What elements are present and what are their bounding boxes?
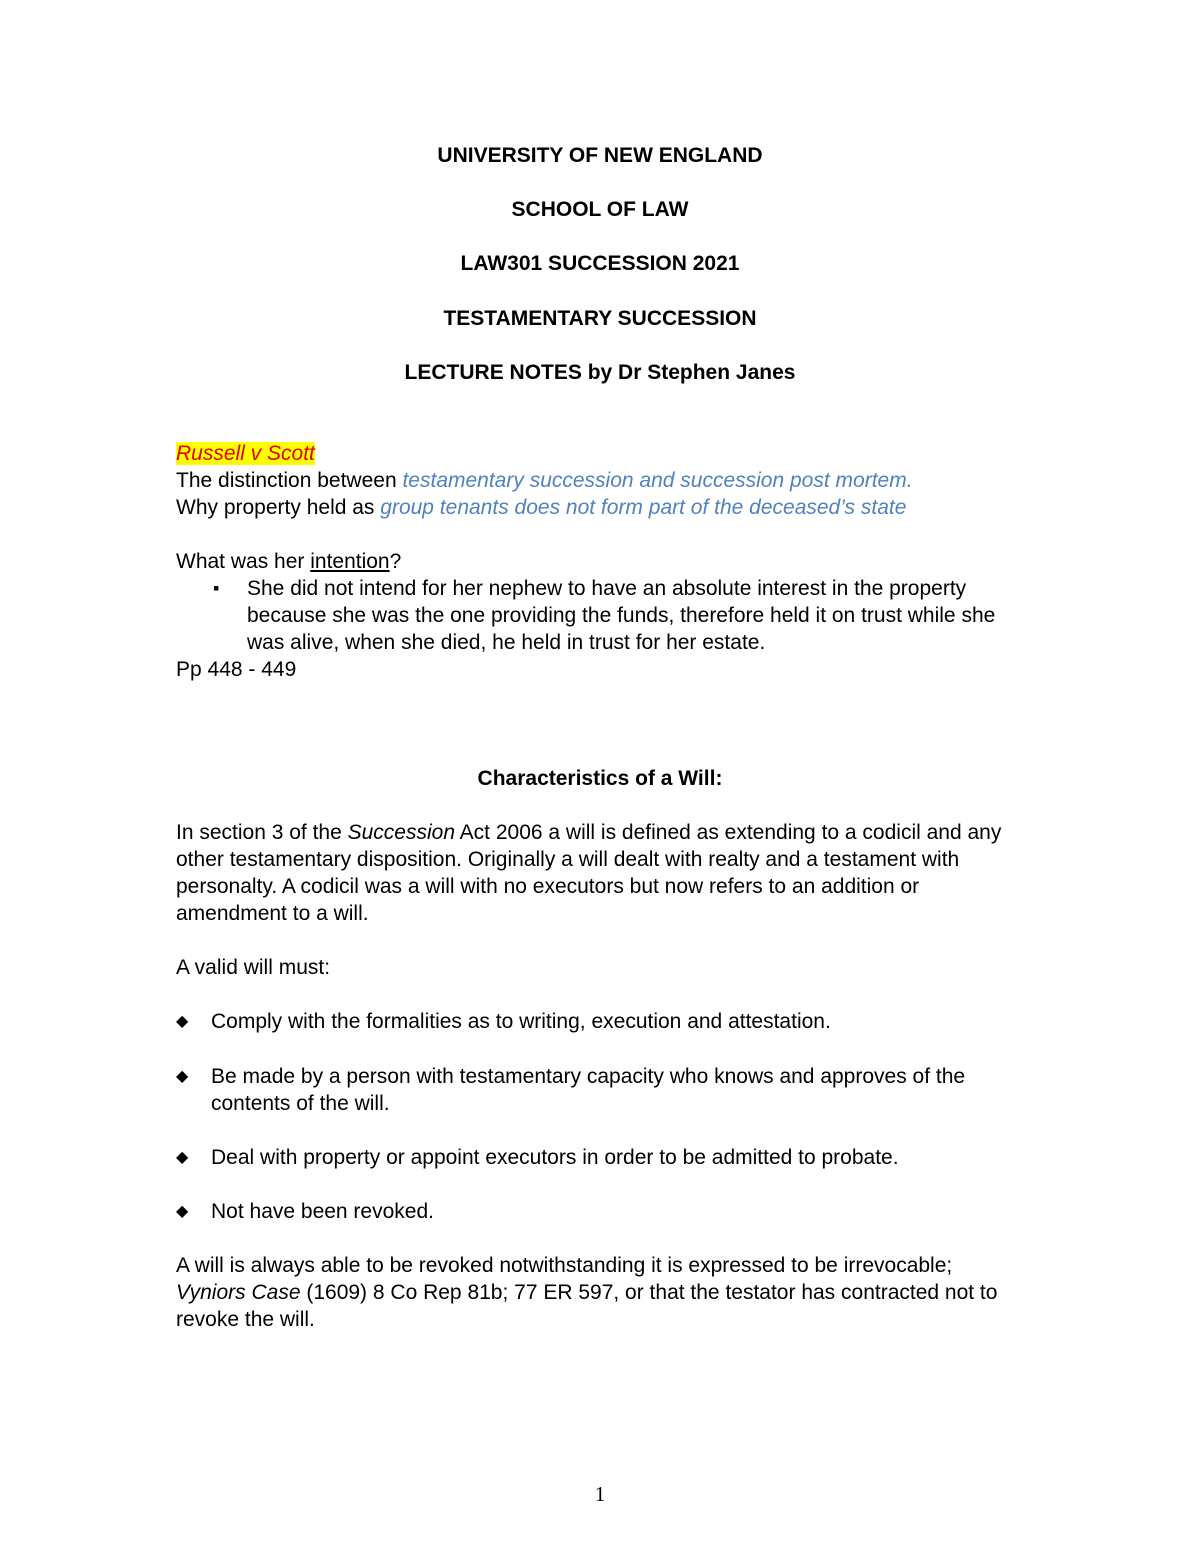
valid-will-intro: A valid will must: xyxy=(176,956,331,979)
requirement-item: Not have been revoked. xyxy=(211,1200,434,1223)
characteristics-heading: Characteristics of a Will: xyxy=(477,767,723,790)
revocation-part-b: (1609) 8 Co Rep 81b; 77 ER 597, or that the testator has contracted not to revoke the will. xyxy=(176,1281,998,1331)
question-underlined: intention xyxy=(310,550,390,573)
revocation-part-a: A will is always able to be revoked notwithstanding it is expressed to be irrevocable; xyxy=(176,1254,953,1277)
question-prefix: What was her xyxy=(176,550,311,573)
school-heading: SCHOOL OF LAW xyxy=(511,198,689,221)
definition-paragraph xyxy=(176,819,1026,927)
definition-italic: Succession xyxy=(347,821,455,844)
requirement-item: Deal with property or appoint executors in order to be admitted to probate. xyxy=(211,1146,899,1169)
revocation-italic: Vyniors Case xyxy=(176,1281,301,1304)
case-title: Russell v Scott xyxy=(176,442,315,465)
question-suffix: ? xyxy=(389,550,402,573)
diamond-bullet-icon: ◆ xyxy=(176,1068,189,1085)
definition-part-a: In section 3 of the xyxy=(176,821,348,844)
author-heading: LECTURE NOTES by Dr Stephen Janes xyxy=(404,361,796,384)
definition-part-b: Act 2006 a will is defined as extending to a codicil and any other testamentary disposition. Originally a will dealt with realty and a testament with personalty. A codicil was a will with no executors but now refers to an addition or amendment to a will. xyxy=(176,821,1002,925)
intention-bullet-text: She did not intend for her nephew to have an absolute interest in the property because she was the one providing the funds, therefore held it on trust while she was alive, when she died, he held in trust for her estate. xyxy=(247,577,996,654)
distinction-emphasis: testamentary succession and succession post mortem xyxy=(402,469,907,492)
diamond-bullet-icon: ◆ xyxy=(176,1013,189,1030)
distinction-line xyxy=(176,467,1036,494)
requirement-item: Comply with the formalities as to writing, execution and attestation. xyxy=(211,1010,831,1033)
page-reference: Pp 448 - 449 xyxy=(176,658,297,681)
course-heading: LAW301 SUCCESSION 2021 xyxy=(460,252,740,275)
diamond-bullet-icon: ◆ xyxy=(176,1203,189,1220)
property-prefix: Why property held as xyxy=(176,496,381,519)
diamond-bullet-icon: ◆ xyxy=(176,1149,189,1166)
page-number: 1 xyxy=(594,1482,606,1506)
intention-question xyxy=(176,548,1036,575)
university-heading: UNIVERSITY OF NEW ENGLAND xyxy=(437,144,763,167)
requirement-item: Be made by a person with testamentary capacity who knows and approves of the contents of the will. xyxy=(211,1065,966,1115)
topic-heading: TESTAMENTARY SUCCESSION xyxy=(443,307,757,330)
case-title-line xyxy=(176,440,1036,467)
property-line xyxy=(176,494,1036,521)
property-emphasis: group tenants does not form part of the deceased’s state xyxy=(380,496,907,519)
square-bullet-icon: ▪ xyxy=(213,578,220,598)
revocation-paragraph xyxy=(176,1252,1026,1333)
distinction-suffix: . xyxy=(906,469,913,492)
distinction-prefix: The distinction between xyxy=(176,469,403,492)
